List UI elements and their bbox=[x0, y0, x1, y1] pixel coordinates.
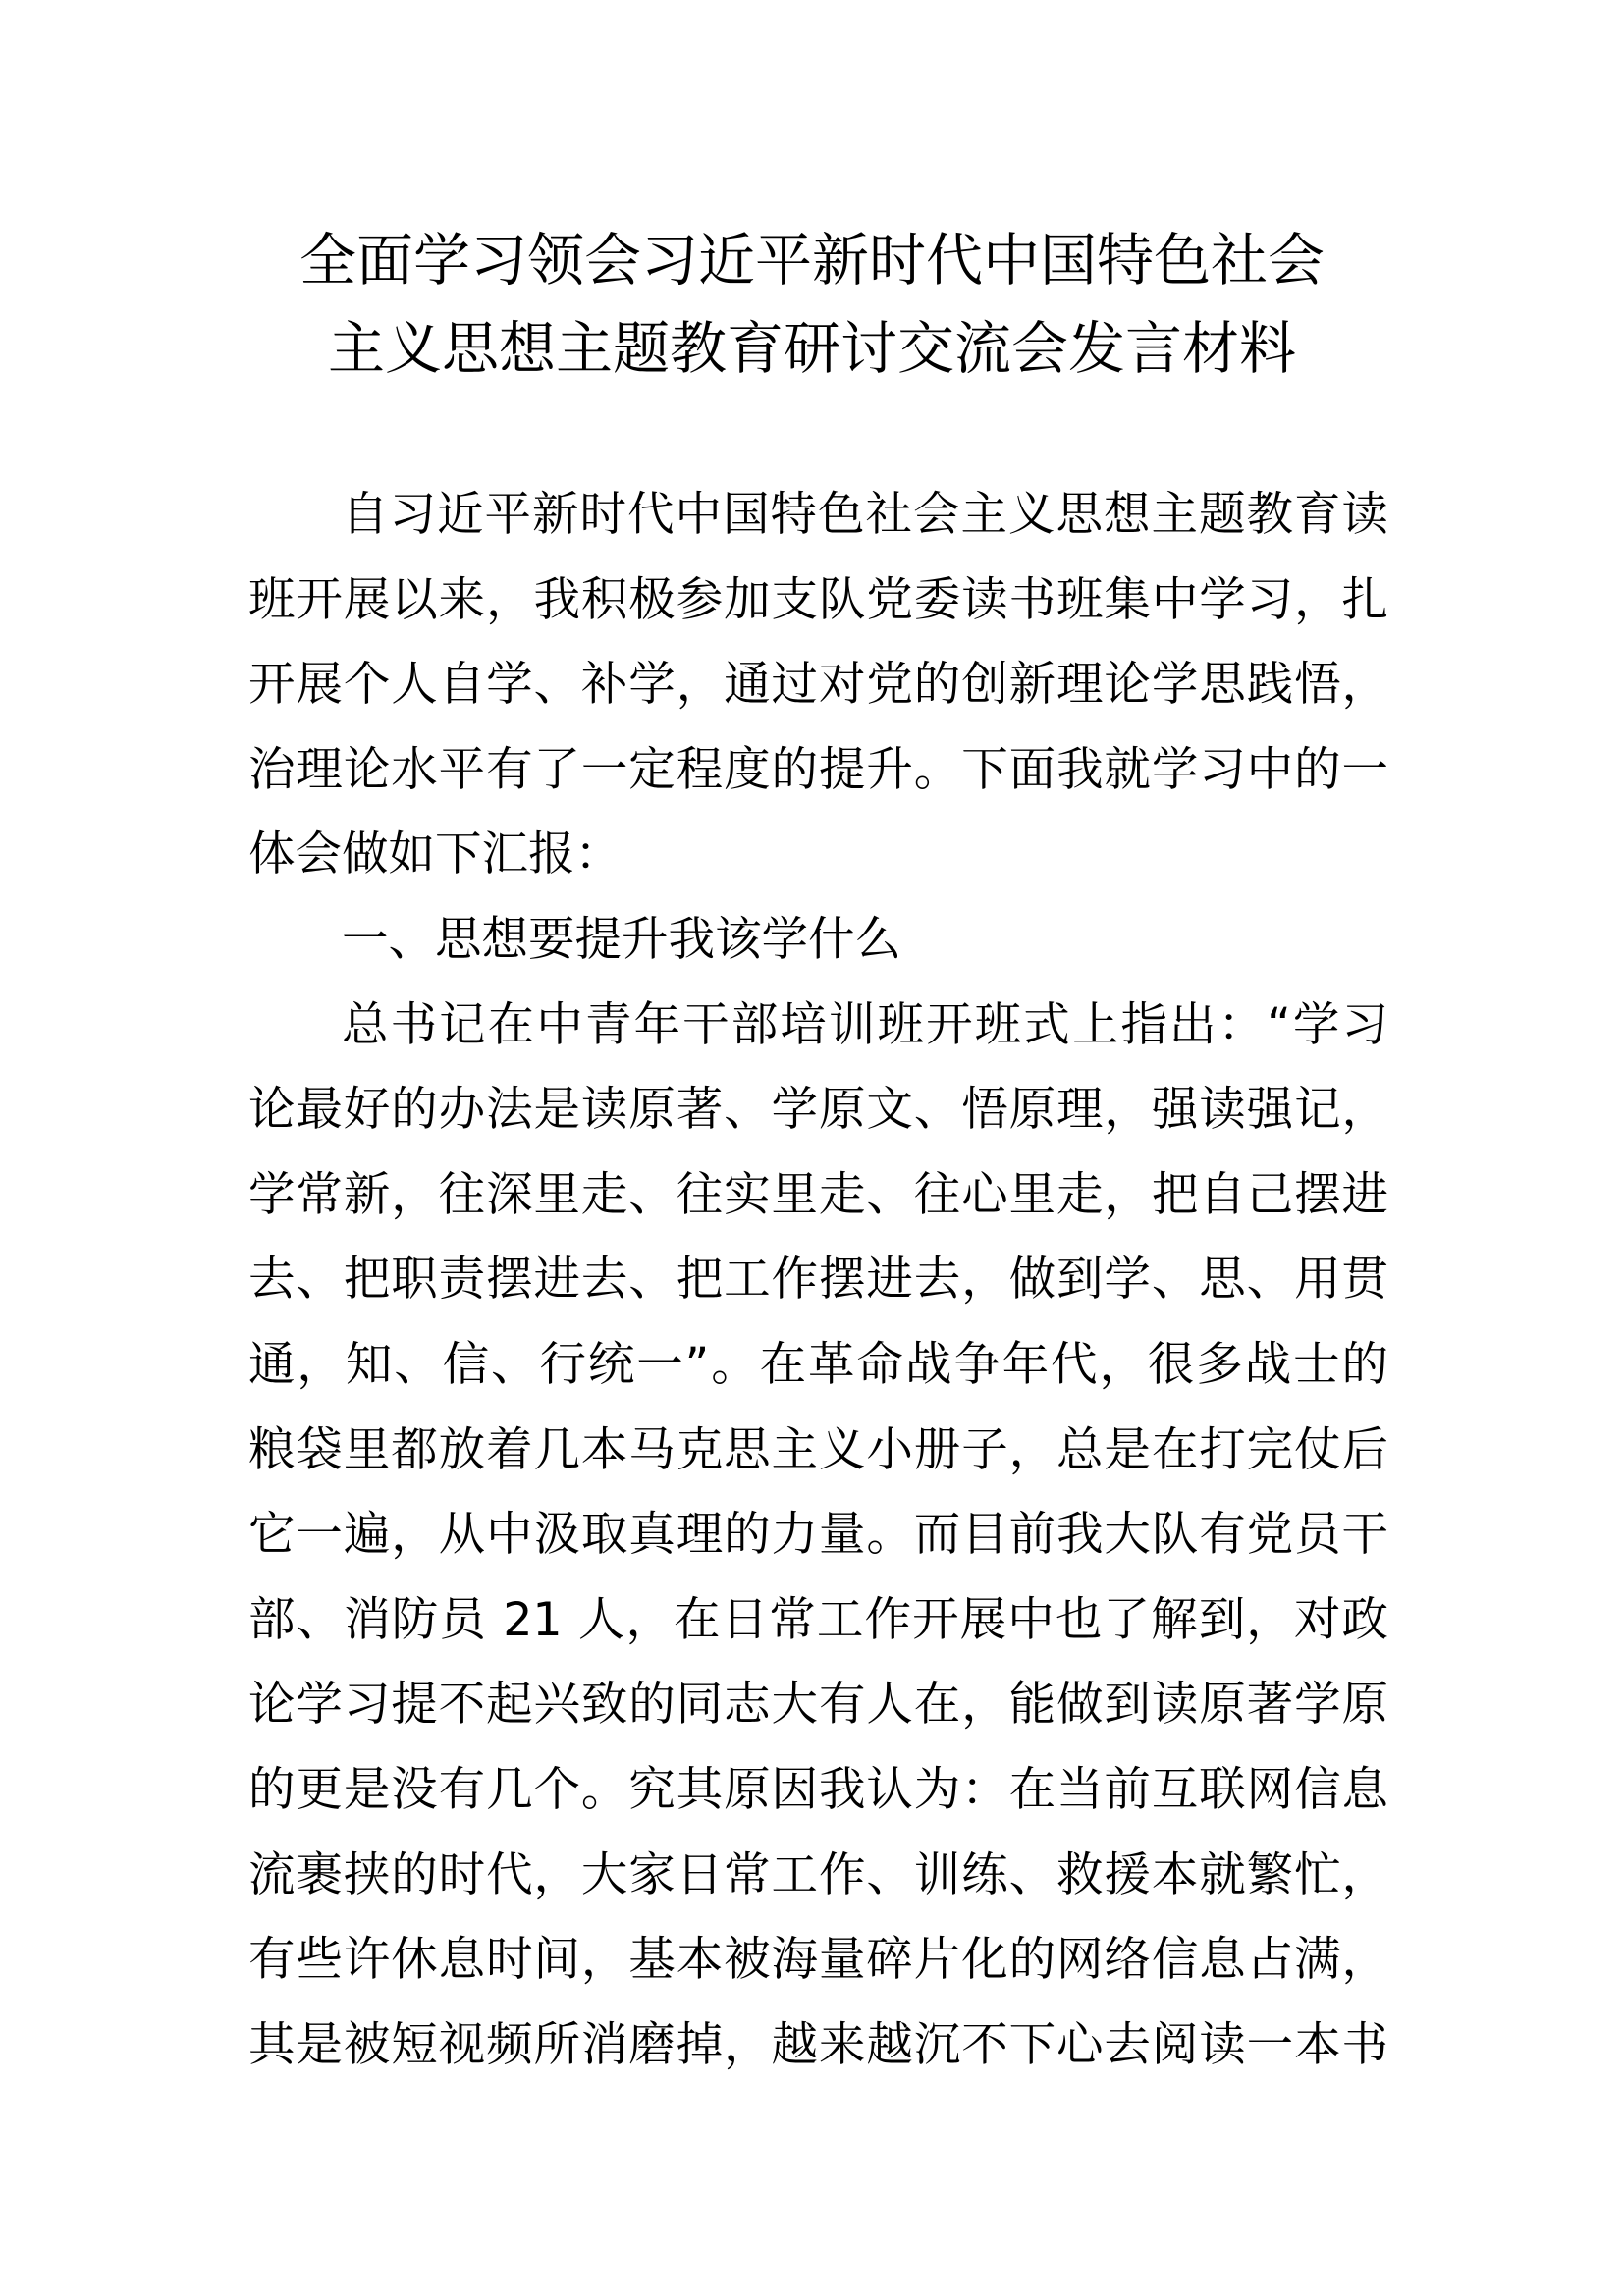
text-line: 通，知、信、行统一”。在革命战争年代，很多战士的 bbox=[248, 1337, 1388, 1392]
text-line: 粮袋里都放着几本马克思主义小册子，总是在打完仗后 bbox=[248, 1422, 1388, 1477]
title-line: 全面学习领会习近平新时代中国特色社会 bbox=[298, 227, 1325, 294]
text-line: 论学习提不起兴致的同志大有人在，能做到读原著学原 bbox=[248, 1678, 1388, 1733]
text-line: 班开展以来，我积极参加支队党委读书班集中学习，扎 bbox=[248, 572, 1388, 627]
section-heading bbox=[248, 898, 1388, 984]
text-line: 它一遍，从中汲取真理的力量。而目前我大队有党员干 bbox=[248, 1508, 1388, 1563]
document-body bbox=[248, 473, 1388, 2088]
paragraph-intro bbox=[248, 473, 1388, 898]
document-title bbox=[0, 216, 1624, 393]
text-line: 有些许休息时间，基本被海量碎片化的网络信息占满， bbox=[248, 1933, 1388, 1988]
text-line: 治理论水平有了一定程度的提升。下面我就学习中的一 bbox=[248, 742, 1388, 797]
text-line: 部、消防员 21 人，在日常工作开展中也了解到，对政 bbox=[248, 1592, 1388, 1647]
paragraph-body bbox=[248, 984, 1388, 2089]
text-line: 论最好的办法是读原著、学原文、悟原理，强读强记， bbox=[248, 1083, 1388, 1138]
text-line: 去、把职责摆进去、把工作摆进去，做到学、思、用贯 bbox=[248, 1253, 1388, 1308]
text-line: 其是被短视频所消磨掉，越来越沉不下心去阅读一本书 bbox=[248, 2017, 1388, 2072]
text-line: 总书记在中青年干部培训班开班式上指出：“学习 bbox=[342, 997, 1388, 1052]
text-line: 体会做如下汇报： bbox=[248, 828, 622, 882]
text-line: 自习近平新时代中国特色社会主义思想主题教育读 bbox=[342, 488, 1388, 542]
text-line: 的更是没有几个。究其原因我认为：在当前互联网信息 bbox=[248, 1762, 1388, 1817]
text-line: 流裹挟的时代，大家日常工作、训练、救援本就繁忙， bbox=[248, 1847, 1388, 1902]
text-line: 开展个人自学、补学，通过对党的创新理论学思践悟， bbox=[248, 658, 1388, 713]
title-line: 主义思想主题教育研讨交流会发言材料 bbox=[327, 315, 1296, 382]
text-line: 学常新，往深里走、往实里走、往心里走，把自己摆进 bbox=[248, 1167, 1388, 1222]
heading-text: 一、思想要提升我该学什么 bbox=[342, 912, 901, 967]
